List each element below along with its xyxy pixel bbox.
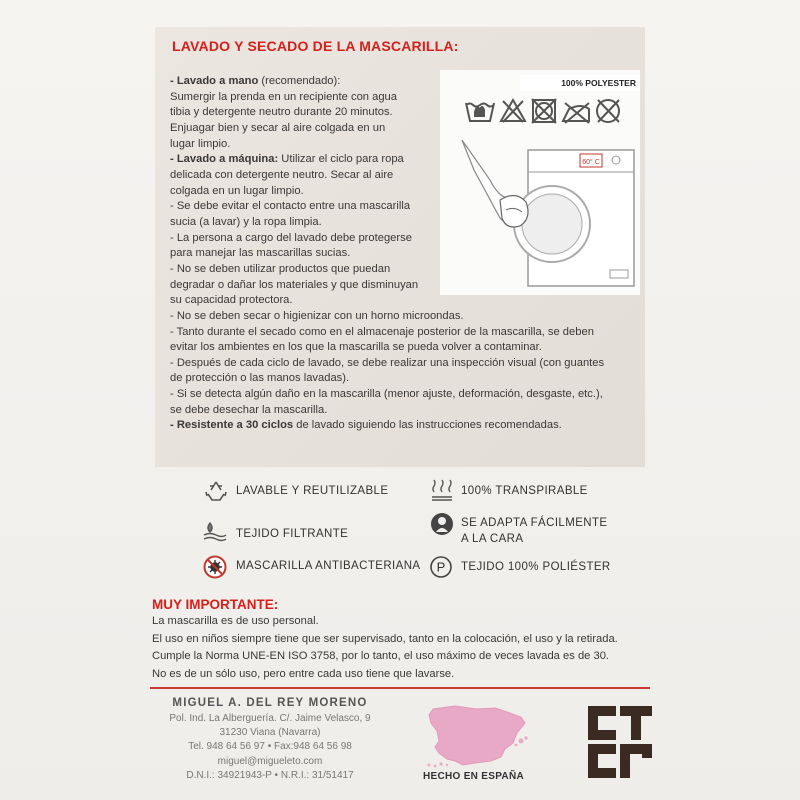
hand-wash-line: Sumergir la prenda en un recipiente con agua <box>170 90 398 103</box>
feature-washable: LAVABLE Y REUTILIZABLE <box>236 485 389 497</box>
canary-islands <box>428 762 449 767</box>
logo-letter-r <box>620 744 652 778</box>
feature-adapts-line2: A LA CARA <box>461 533 524 545</box>
company-address: Pol. Ind. La Alberguería. C/. Jaime Velasco, 9 <box>169 713 371 724</box>
instruction-line: se debe desechar la mascarilla. <box>170 403 328 416</box>
spain-mainland <box>429 706 525 765</box>
feature-breathable: 100% TRANSPIRABLE <box>461 485 588 497</box>
hand-wash-line: lugar limpio. <box>170 137 231 150</box>
important-line: Cumple la Norma UNE-EN ISO 3758, por lo tanto, el uso máximo de veces lavada es de 30. <box>152 650 610 663</box>
breathable-icon <box>430 478 454 502</box>
feature-filter: TEJIDO FILTRANTE <box>236 528 349 540</box>
feature-polyester: TEJIDO 100% POLIÉSTER <box>461 561 611 573</box>
temperature-text: 60° C <box>582 159 600 166</box>
instructions-narrow-block <box>170 74 432 309</box>
hand-wash-line: Enjuagar bien y secar al aire colgada en un <box>170 121 386 134</box>
instruction-line: degradar o dañar los materiales y que disminuyan <box>170 278 419 291</box>
hand-wash-label: - Lavado a mano <box>170 75 259 87</box>
machine-wash-line: colgada en un lugar limpio. <box>170 184 304 197</box>
instruction-line: evitar los ambientes en los que la mascarilla se pueda volver a contaminar. <box>170 341 542 354</box>
logo-letter-c <box>588 706 616 740</box>
resistance-label: - Resistente a 30 ciclos <box>170 419 294 432</box>
letter-p-circle-icon <box>430 556 452 578</box>
spain-map <box>425 703 535 769</box>
machine-wash-line: delicada con detergente neutro. Secar al aire <box>170 168 394 181</box>
machine-wash-first-line: Utilizar el ciclo para ropa <box>278 153 404 166</box>
important-line: La mascarilla es de uso personal. <box>152 615 319 627</box>
hand-wash-line: tibia y detergente neutro durante 20 minutos. <box>170 106 393 119</box>
important-line: El uso en niños siempre tiene que ser supervisado, tanto en la colocación, el uso y la retirada. <box>152 632 618 645</box>
instruction-line: - No se deben utilizar productos que puedan <box>170 262 391 275</box>
instruction-line: - La persona a cargo del lavado debe protegerse <box>170 231 412 244</box>
instruction-line: - Tanto durante el secado como en el almacenaje posterior de la mascarilla, se deben <box>170 325 594 338</box>
no-bacteria-icon <box>203 555 227 579</box>
company-ids: D.N.I.: 34921943-P • N.R.I.: 31/51417 <box>186 769 354 781</box>
washing-instructions <box>170 74 640 434</box>
feature-antibacterial: MASCARILLA ANTIBACTERIANA <box>236 560 421 572</box>
balearic-islands <box>515 736 528 746</box>
company-info <box>160 697 380 783</box>
instruction-line: - Si se detecta algún daño en la mascarilla (menor ajuste, deformación, desgaste, etc.), <box>170 388 603 401</box>
hand-wash-heading <box>170 74 432 90</box>
recycle-icon <box>204 480 228 502</box>
ctcr-logo <box>586 704 656 780</box>
instruction-line: - Después de cada ciclo de lavado, se debe realizar una inspección visual (con guantes <box>170 356 605 369</box>
hand-wash-note: (recomendado): <box>258 75 341 87</box>
material-label: 100% POLYESTER <box>520 75 640 91</box>
instruction-line: de protección o las manos lavadas). <box>170 372 350 385</box>
divider-rule <box>150 687 650 689</box>
instruction-line: sucia (a lavar) y la ropa limpia. <box>170 215 322 228</box>
company-name: MIGUEL A. DEL REY MORENO <box>172 697 368 709</box>
machine-wash-heading <box>170 152 432 168</box>
instruction-line: - Se debe evitar el contacto entre una mascarilla <box>170 200 411 213</box>
filter-drop-icon <box>202 519 228 543</box>
important-line: No es de un sólo uso, pero entre cada uso tiene que lavarse. <box>152 667 455 680</box>
resistance-rest: de lavado siguiendo las instrucciones recomendadas. <box>293 419 562 432</box>
important-title: MUY IMPORTANTE: <box>152 597 279 612</box>
letter-p-glyph: P <box>436 559 446 575</box>
company-email: miguel@migueleto.com <box>217 755 323 767</box>
feature-adapts-line1: SE ADAPTA FÁCILMENTE <box>461 517 608 529</box>
company-phone: Tel. 948 64 56 97 • Fax:948 64 56 98 <box>188 741 352 753</box>
company-city: 31230 Viana (Navarra) <box>219 727 321 739</box>
instruction-line: para manejar las mascarillas sucias. <box>170 247 351 260</box>
logo-letter-c2 <box>588 744 616 778</box>
washing-title: LAVADO Y SECADO DE LA MASCARILLA: <box>172 38 459 54</box>
machine-wash-label: - Lavado a máquina: <box>170 153 279 166</box>
instruction-line: su capacidad protectora. <box>170 294 293 307</box>
made-in-label: HECHO EN ESPAÑA <box>423 771 524 782</box>
logo-letter-t <box>620 706 652 740</box>
important-text <box>152 613 672 683</box>
instruction-line: - No se deben secar o higienizar con un horno microondas. <box>170 309 464 322</box>
face-fit-icon <box>430 512 454 536</box>
resistance-line <box>170 418 640 434</box>
